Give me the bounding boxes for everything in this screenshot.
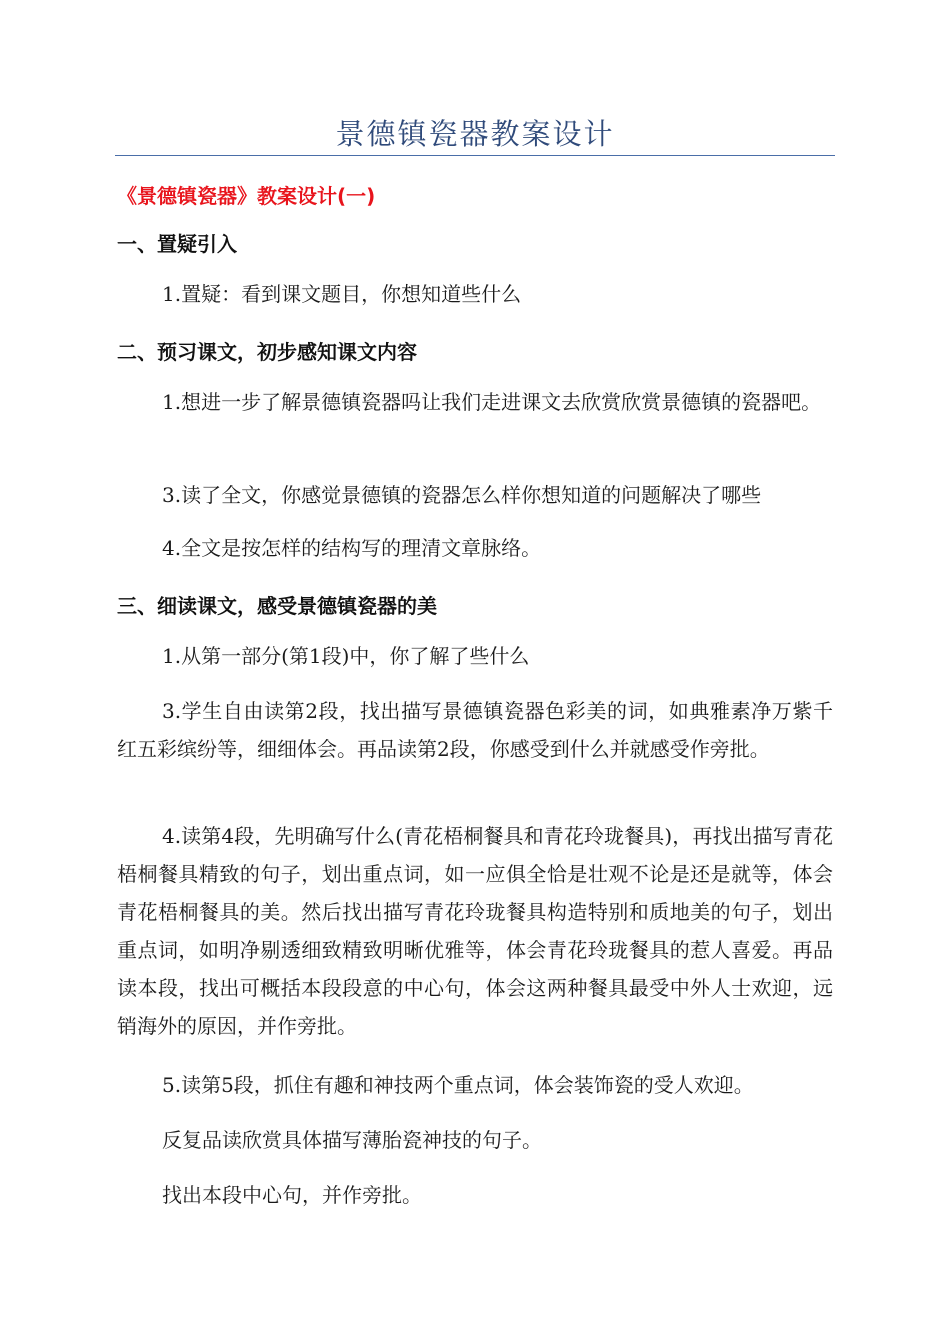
- paragraph: 1.想进一步了解景德镇瓷器吗让我们走进课文去欣赏欣赏景德镇的瓷器吧。: [162, 390, 822, 414]
- document-title: 景德镇瓷器教案设计: [335, 117, 615, 151]
- section-heading-2: 二、预习课文，初步感知课文内容: [117, 340, 417, 364]
- paragraph: 4.读第4段，先明确写什么(青花梧桐餐具和青花玲珑餐具)，再找出描写青花梧桐餐具精致的句子，划出重点词，如一应俱全恰是壮观不论是还是就等，体会青花梧桐餐具的美。然后找出描写青花玲珑餐具构造特别和质地美的句子，划出重点词，如明净剔透细致精致明晰优雅等，体会青花玲珑餐具的惹人喜爱。再品读本段，找出可概括本段段意的中心句，体会这两种餐具最受中外人士欢迎，远销海外的原因，并作旁批。: [117, 824, 833, 1038]
- title-underline: [115, 155, 835, 156]
- section-heading-1: 一、置疑引入: [117, 232, 237, 256]
- lesson-subtitle: 《景德镇瓷器》教案设计(一): [117, 184, 376, 208]
- paragraph: 1.从第一部分(第1段)中，你了解了些什么: [162, 644, 530, 668]
- section-heading-3: 三、细读课文，感受景德镇瓷器的美: [117, 594, 437, 618]
- paragraph: 3.学生自由读第2段，找出描写景德镇瓷器色彩美的词，如典雅素净万紫千红五彩缤纷等，细细体会。再品读第2段，你感受到什么并就感受作旁批。: [117, 699, 833, 761]
- paragraph: 反复品读欣赏具体描写薄胎瓷神技的句子。: [162, 1128, 542, 1152]
- paragraph: 1.置疑：看到课文题目，你想知道些什么: [162, 282, 522, 306]
- paragraph: 3.读了全文，你感觉景德镇的瓷器怎么样你想知道的问题解决了哪些: [162, 483, 762, 507]
- paragraph: 找出本段中心句，并作旁批。: [162, 1183, 422, 1207]
- paragraph: 5.读第5段，抓住有趣和神技两个重点词，体会装饰瓷的受人欢迎。: [162, 1073, 754, 1097]
- paragraph: 4.全文是按怎样的结构写的理清文章脉络。: [162, 536, 542, 560]
